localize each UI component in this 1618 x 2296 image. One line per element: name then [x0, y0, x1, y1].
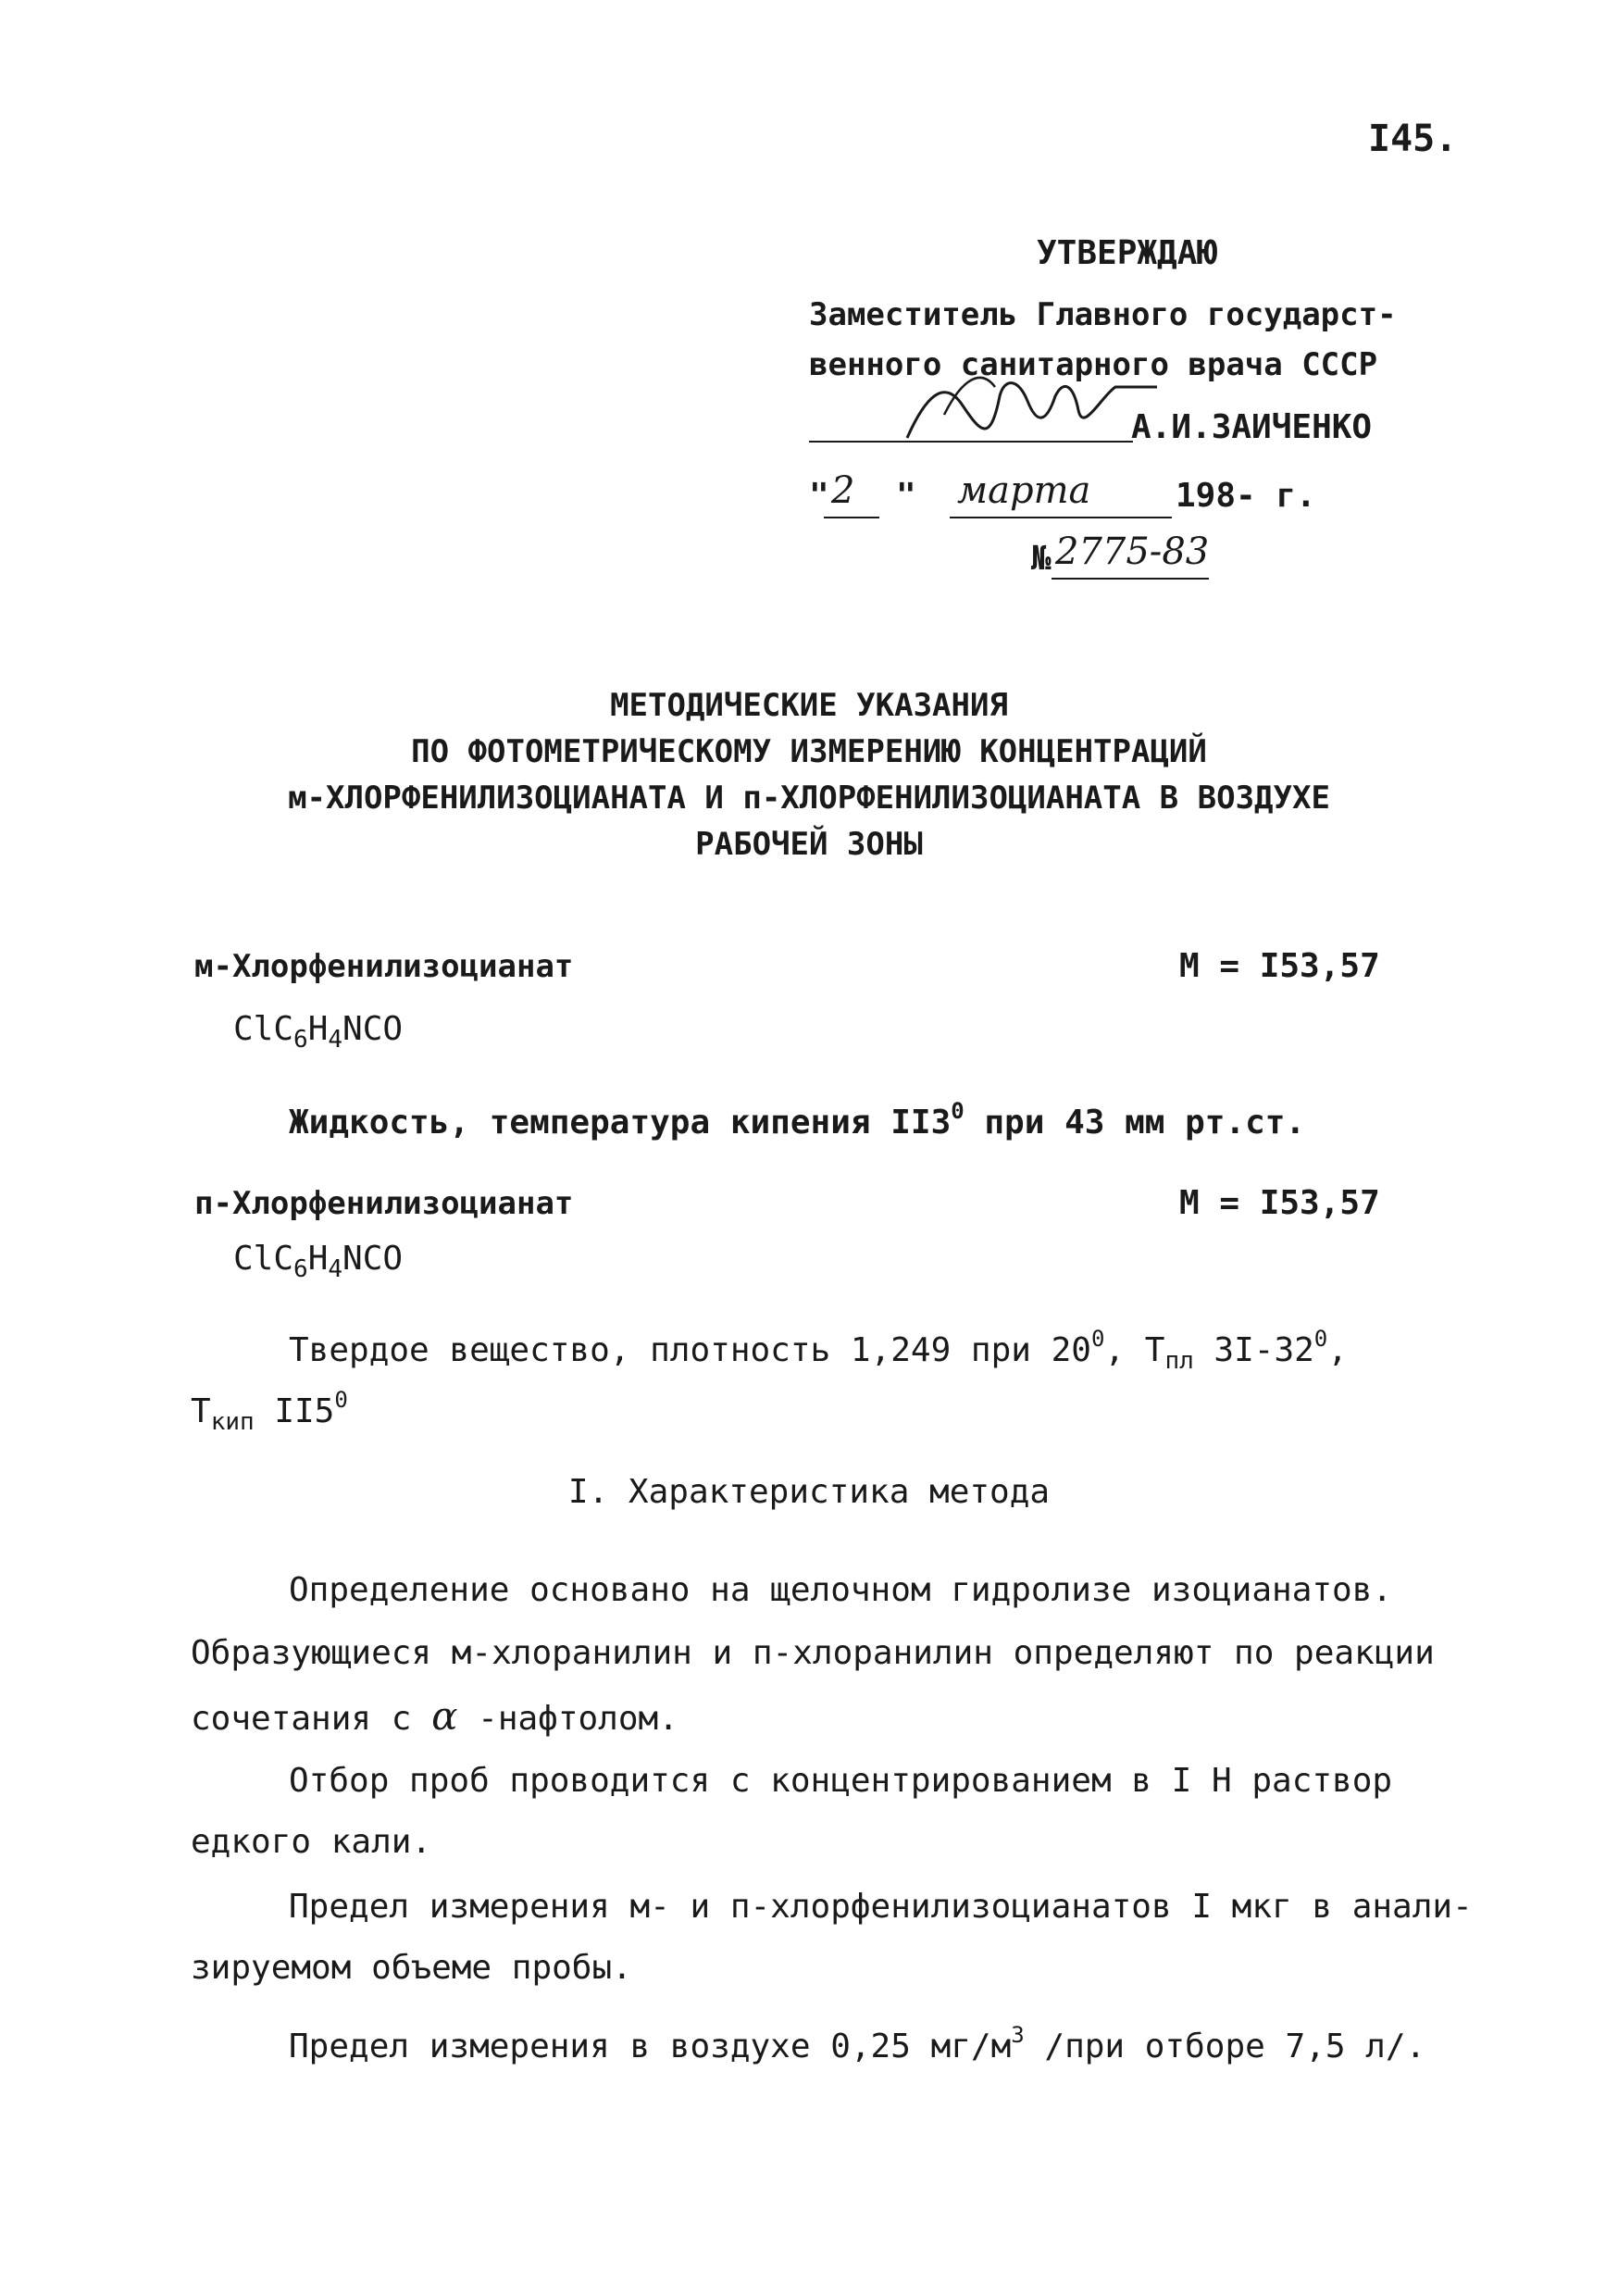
- paragraph-3-line2: зируемом объеме пробы.: [191, 1949, 632, 1987]
- date-day-underline: [824, 517, 879, 518]
- section-1-heading: I. Характеристика метода: [567, 1473, 1051, 1511]
- paragraph-2-line1: Отбор проб проводится с концентрированием в I Н раствор: [289, 1762, 1393, 1800]
- paragraph-1-line2: Образующиеся м-хлоранилин и п-хлоранилин определяют по реакции: [191, 1634, 1435, 1672]
- page-number: I45.: [1368, 118, 1458, 160]
- paragraph-1-line3: сочетания с α -нафтолом.: [191, 1693, 678, 1739]
- compound-2-name: п-Хлорфенилизоцианат: [194, 1185, 574, 1222]
- paragraph-1-line1: Определение основано на щелочном гидролизе изоцианатов.: [289, 1571, 1393, 1609]
- date-month: марта: [957, 469, 1091, 512]
- signature-image: [889, 359, 1166, 452]
- compound-2-mass: М = I53,57: [1179, 1184, 1380, 1222]
- paragraph-3-line1: Предел измерения м- и п-хлорфенилизоцианатов I мкг в анали-: [289, 1888, 1473, 1926]
- approval-heading: УТВЕРЖДАЮ: [1037, 234, 1218, 272]
- title-line1: МЕТОДИЧЕСКИЕ УКАЗАНИЯ: [610, 687, 1008, 724]
- paragraph-2-line2: едкого кали.: [191, 1823, 432, 1861]
- number-underline: [1052, 578, 1209, 580]
- number-value: 2775-83: [1055, 530, 1210, 573]
- date-quote-close: ": [896, 477, 916, 515]
- approval-position-line2: венного санитарного врача СССР: [809, 346, 1378, 383]
- title-line3: м-ХЛОРФЕНИЛИЗОЦИАНАТА И п-ХЛОРФЕНИЛИЗОЦИАНАТА В ВОЗДУХЕ: [288, 780, 1330, 817]
- approval-name: А.И.ЗАИЧЕНКО: [1131, 408, 1373, 446]
- compound-2-formula: $ClC_6H_4NCO$: [233, 1240, 404, 1283]
- compound-1-mass: М = I53,57: [1179, 947, 1380, 985]
- compound-2-description-line2: $Т_{кип}$ $II5^0$: [191, 1387, 348, 1436]
- title-line2: ПО ФОТОМЕТРИЧЕСКОМУ ИЗМЕРЕНИЮ КОНЦЕНТРАЦИЙ: [411, 733, 1207, 770]
- compound-1-formula: $ClC_6H_4NCO$: [233, 1010, 404, 1054]
- compound-2-description-line1: Твердое вещество, плотность 1,249 при $20^0$, $Т_{пл}$ $3I-32^0$,: [289, 1326, 1348, 1375]
- compound-1-description: Жидкость, температура кипения $II3^0$ при 43 мм рт.ст.: [289, 1098, 1306, 1142]
- approval-position-line1: Заместитель Главного государст-: [809, 296, 1397, 333]
- paragraph-4: Предел измерения в воздухе 0,25 $мг/м^3$ /при отборе 7,5 л/.: [289, 2022, 1426, 2065]
- title-line4: РАБОЧЕЙ ЗОНЫ: [695, 826, 923, 863]
- date-quote-open: ": [809, 477, 829, 515]
- date-year: 198- г.: [1176, 477, 1316, 515]
- compound-1-name: м-Хлорфенилизоцианат: [194, 948, 574, 985]
- date-day: 2: [831, 469, 855, 512]
- number-prefix: №: [1031, 540, 1052, 578]
- date-month-underline: [950, 517, 1172, 518]
